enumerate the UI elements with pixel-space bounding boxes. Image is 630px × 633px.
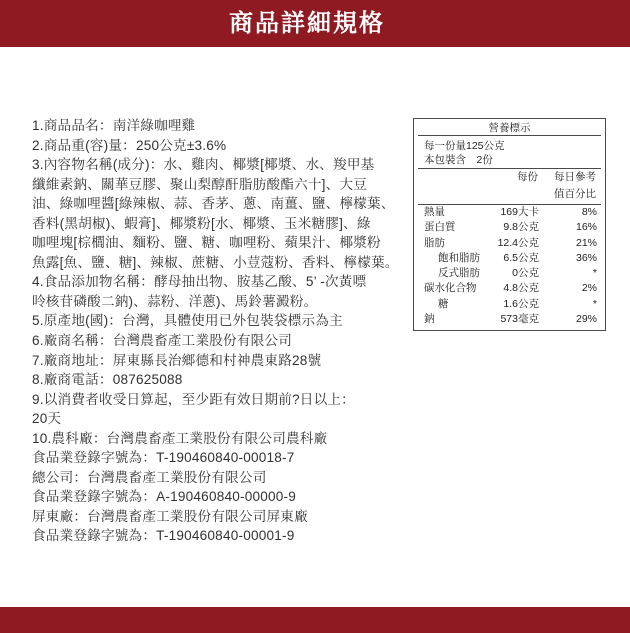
nutrition-row xyxy=(414,236,605,251)
spec-line: 8.廠商電話：087625088 xyxy=(32,372,183,388)
nutrient-label: 反式脂肪 xyxy=(438,267,480,279)
spec-line: 6.廠商名稱：台灣農畜產工業股份有限公司 xyxy=(32,333,293,349)
per-serving-value: 4.8公克 xyxy=(503,282,539,295)
spec-line: 屏東廠：台灣農畜產工業股份有限公司屏東廠 xyxy=(32,508,308,524)
spec-line: 4.食品添加物名稱：酵母抽出物、胺基乙酸、5’ -次黃嘌 xyxy=(32,274,367,290)
spec-line: 咖哩塊[棕櫚油、麵粉、鹽、糖、咖哩粉、蘋果汁、椰漿粉 xyxy=(32,235,381,251)
spec-line: 9.以消費者收受日算起，至少距有效日期前?日以上： xyxy=(32,391,355,407)
spec-line: 5.原產地(國)：台灣，具體使用已外包裝袋標示為主 xyxy=(32,313,343,329)
nutrition-row xyxy=(414,251,605,266)
servings-per-package: 本包裝含 2份 xyxy=(424,154,493,166)
daily-value-column-header: 每日參考 xyxy=(554,171,596,183)
nutrition-rows xyxy=(414,205,605,327)
nutrition-row xyxy=(414,220,605,235)
daily-value-percent: 2% xyxy=(581,282,597,295)
nutrient-label: 碳水化合物 xyxy=(424,282,477,295)
spec-line: 總公司：台灣農畜產工業股份有限公司 xyxy=(32,469,267,485)
nutrient-label: 脂肪 xyxy=(424,236,445,249)
spec-line: 10.農科廠：台灣農畜產工業股份有限公司農科廠 xyxy=(32,430,328,446)
daily-value-percent: 29% xyxy=(575,312,597,325)
spec-line: 食品業登錄字號為：T-190460840-00018-7 xyxy=(32,450,295,466)
nutrition-row xyxy=(414,297,605,312)
spec-line: 纖維素鈉、關華豆膠、聚山梨醇酐脂肪酸酯六十]、大豆 xyxy=(32,176,368,192)
divider xyxy=(418,168,601,169)
spec-line: 魚露[魚、鹽、糖]、辣椒、蔗糖、小荳蔻粉、香料、檸檬葉。 xyxy=(32,254,399,270)
per-serving-value: 6.5公克 xyxy=(503,251,539,264)
daily-value-percent: * xyxy=(592,297,597,310)
per-serving-value: 9.8公克 xyxy=(503,221,539,234)
daily-value-percent: 8% xyxy=(581,206,597,218)
nutrition-row xyxy=(414,205,605,220)
per-serving-value: 169大卡 xyxy=(500,206,539,218)
per-serving-column-header: 每份 xyxy=(517,171,538,183)
nutrient-label: 鈉 xyxy=(424,312,435,325)
nutrient-label: 糖 xyxy=(438,297,449,310)
nutrient-label: 飽和脂肪 xyxy=(438,251,480,264)
divider xyxy=(418,135,601,136)
nutrition-title: 營養標示 xyxy=(488,122,531,134)
nutrition-row xyxy=(414,266,605,281)
serving-size: 每一份量125公克 xyxy=(424,140,505,152)
nutrition-facts-table xyxy=(413,118,606,331)
header-banner xyxy=(0,0,630,47)
nutrient-label: 熱量 xyxy=(424,206,445,218)
nutrient-label: 蛋白質 xyxy=(424,221,456,234)
daily-value-percent: 36% xyxy=(575,251,597,264)
product-spec-list xyxy=(32,116,404,546)
spec-line: 7.廠商地址：屏東縣長治鄉德和村神農東路28號 xyxy=(32,352,322,368)
spec-line: 食品業登錄字號為：T-190460840-00001-9 xyxy=(32,528,295,544)
spec-line: 3.內容物名稱(成分)：水、雞肉、椰漿[椰漿、水、羧甲基 xyxy=(32,157,375,173)
daily-value-percent: 16% xyxy=(575,221,597,234)
page-title: 商品詳細規格 xyxy=(229,9,385,37)
daily-value-percent: * xyxy=(592,267,597,279)
per-serving-value: 573毫克 xyxy=(500,312,539,325)
spec-line: 油、綠咖哩醬[綠辣椒、蒜、香茅、蔥、南薑、鹽、檸檬葉、 xyxy=(32,196,395,212)
per-serving-value: 12.4公克 xyxy=(497,236,539,249)
spec-line: 2.商品重(容)量：250公克±3.6% xyxy=(32,137,227,153)
spec-line: 1.商品品名：南洋綠咖哩雞 xyxy=(32,118,196,133)
spec-line: 20天 xyxy=(32,411,62,427)
daily-value-percent: 21% xyxy=(575,236,597,249)
nutrition-row xyxy=(414,281,605,296)
daily-value-column-header: 值百分比 xyxy=(554,188,596,200)
spec-line: 食品業登錄字號為：A-190460840-00000-9 xyxy=(32,489,296,505)
per-serving-value: 0公克 xyxy=(512,267,539,279)
spec-line: 呤核苷磷酸二鈉)、蒜粉、洋蔥)、馬鈴薯澱粉。 xyxy=(32,293,318,309)
footer-bar xyxy=(0,607,630,633)
spec-line: 香料(黑胡椒)、蝦膏]、椰漿粉[水、椰漿、玉米糖膠]、綠 xyxy=(32,215,371,231)
nutrition-row xyxy=(414,312,605,327)
per-serving-value: 1.6公克 xyxy=(503,297,539,310)
